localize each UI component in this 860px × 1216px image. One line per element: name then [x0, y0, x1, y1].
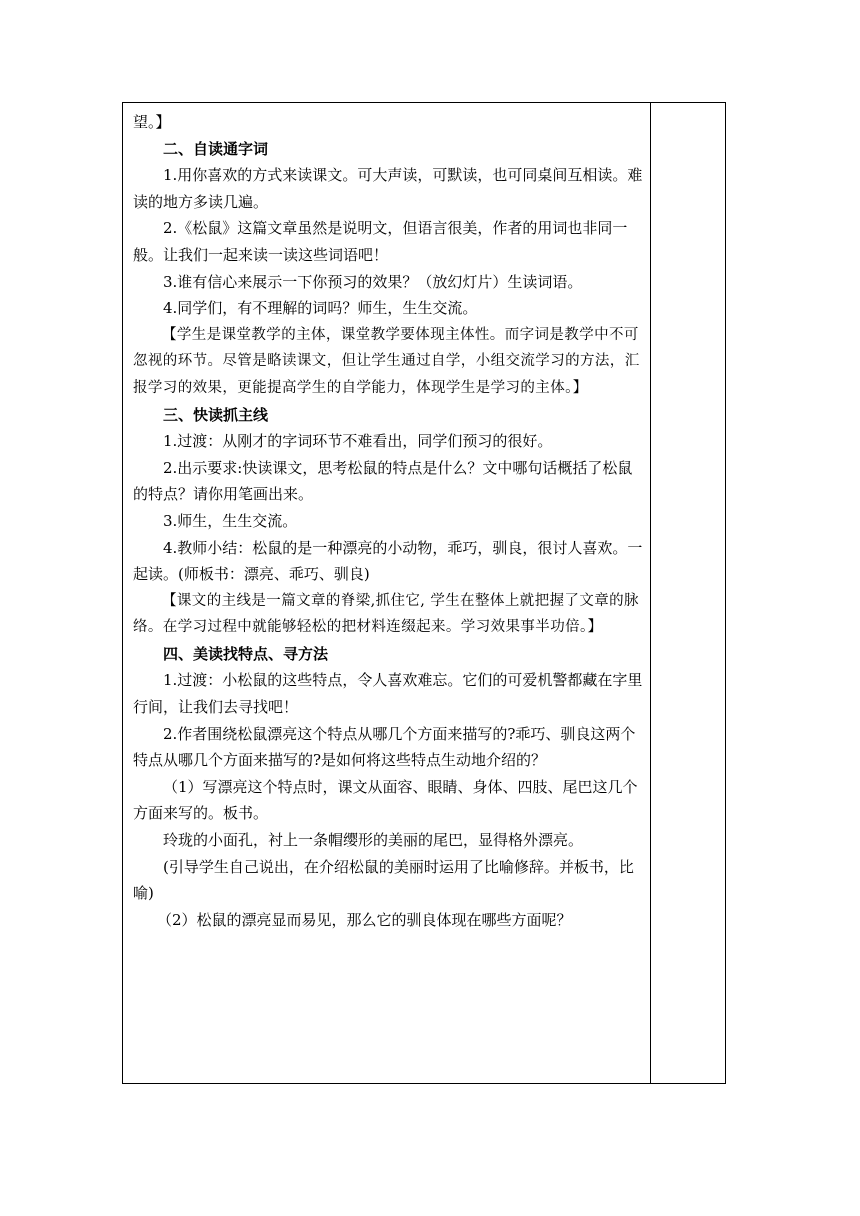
section-heading: 四、美读找特点、寻方法	[163, 644, 329, 663]
text-paragraph: 1.过渡：小松鼠的这些特点，令人喜欢难忘。它们的可爱机警都藏在字里行间，让我们去寻找吧！	[133, 671, 643, 717]
text-paragraph: 望。】	[133, 113, 171, 131]
text-paragraph: （2）松鼠的漂亮显而易见，那么它的驯良体现在哪些方面呢？	[157, 910, 572, 929]
text-paragraph: 4.同学们，有不理解的词吗？师生，生生交流。	[163, 299, 478, 318]
text-paragraph: (引导学生自己说出，在介绍松鼠的美丽时运用了比喻修辞。并板书，比喻)	[133, 857, 634, 903]
text-paragraph: 3.师生，生生交流。	[163, 511, 298, 530]
text-paragraph: 1.过渡：从刚才的字词环节不难看出，同学们预习的很好。	[163, 432, 553, 451]
text-paragraph: 玲珑的小面孔，衬上一条帽缨形的美丽的尾巴，显得格外漂亮。	[163, 831, 584, 850]
text-paragraph: 2.出示要求:快读课文，思考松鼠的特点是什么？文中哪句话概括了松鼠的特点？请你用笔画出来。	[133, 458, 633, 504]
text-paragraph: 1.用你喜欢的方式来读课文。可大声读，可默读，也可同桌间互相读。难读的地方多读几遍。	[133, 166, 643, 211]
design-note: 【课文的主线是一篇文章的脊梁,抓住它, 学生在整体上就把握了文章的脉络。在学习过程中就能够轻松的把材料连缀起来。学习效果事半功倍。】	[133, 592, 639, 636]
lesson-table	[122, 102, 726, 1084]
text-paragraph: 2.《松鼠》这篇文章虽然是说明文，但语言很美，作者的用词也非同一般。让我们一起来读一读这些词语吧！	[133, 219, 628, 264]
column-divider	[650, 103, 651, 1083]
text-paragraph: 2.作者围绕松鼠漂亮这个特点从哪几个方面来描写的?乖巧、驯良这两个特点从哪几个方面来描写的?是如何将这些特点生动地介绍的？	[133, 724, 636, 770]
text-paragraph: 4.教师小结：松鼠的是一种漂亮的小动物，乖巧，驯良，很讨人喜欢。一起读。(师板书：漂亮、乖巧、驯良)	[133, 538, 643, 584]
text-paragraph: （1）写漂亮这个特点时，课文从面容、眼睛、身体、四肢、尾巴这几个方面来写的。板书。	[133, 777, 638, 823]
lesson-content	[133, 109, 647, 933]
text-paragraph: 3.谁有信心来展示一下你预习的效果？（放幻灯片）生读词语。	[163, 272, 583, 291]
section-heading: 二、自读通字词	[163, 139, 269, 158]
design-note: 【学生是课堂教学的主体，课堂教学要体现主体性。而字词是教学中不可忽视的环节。尽管是略读课文，但让学生通过自学，小组交流学习的方法，汇报学习的效果，更能提高学生的自学能力，体现学生是学习的主体。】	[133, 326, 640, 396]
section-heading: 三、快读抓主线	[163, 405, 269, 424]
